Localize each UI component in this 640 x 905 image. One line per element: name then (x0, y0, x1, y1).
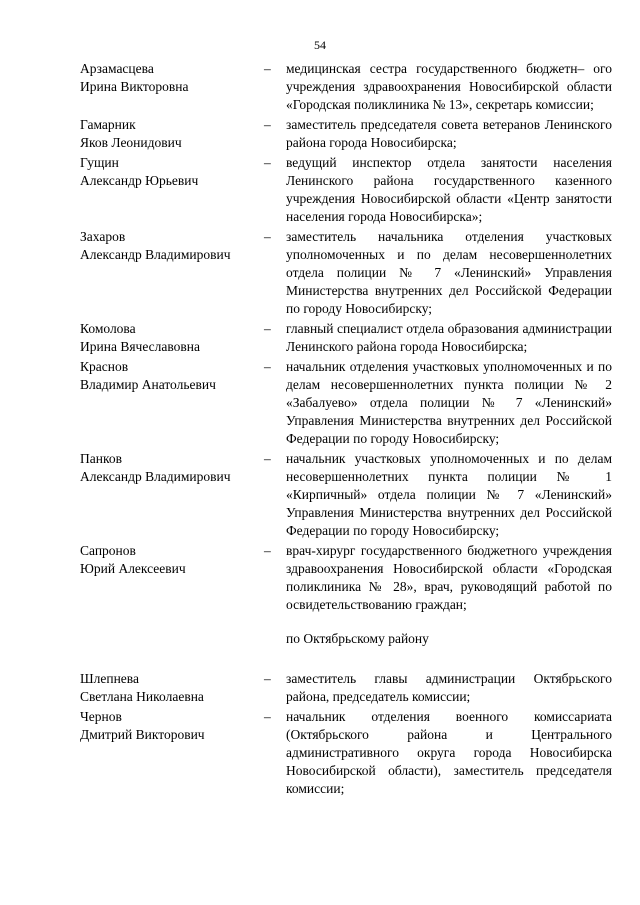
member-role: заместитель председателя совета ветеранов Ленинского района города Новосибирска; (286, 117, 612, 150)
entry-dash: – (264, 321, 271, 336)
member-name (80, 708, 264, 798)
member-surname: Арзамасцева (80, 61, 154, 76)
member-name (80, 116, 264, 152)
member-role: заместитель главы администрации Октябрьского района, председатель комиссии; (286, 671, 612, 704)
member-given-names: Ирина Вячеславовна (80, 339, 200, 354)
member-given-names: Юрий Алексеевич (80, 561, 186, 576)
member-role: ведущий инспектор отдела занятости населения Ленинского района государственного казенного учреждения Новосибирской области «Центр занятости населения города Новосибирска»; (286, 155, 612, 224)
entry-dash: – (264, 671, 271, 686)
member-given-names: Дмитрий Викторович (80, 727, 205, 742)
page-number: 54 (314, 38, 326, 52)
entry-dash: – (264, 155, 271, 170)
member-name (80, 60, 264, 114)
section-heading-text: по Октябрьскому району (286, 631, 429, 646)
member-name (80, 228, 264, 318)
entry-dash: – (264, 61, 271, 76)
member-entry (80, 320, 612, 356)
member-entry (80, 228, 612, 318)
entries-oktyabrsky (80, 670, 612, 798)
member-given-names: Александр Юрьевич (80, 173, 199, 188)
member-given-names: Светлана Николаевна (80, 689, 204, 704)
member-surname: Чернов (80, 709, 122, 724)
member-role: начальник участковых уполномоченных и по делам несовершеннолетних пункта полиции № 1 «Кирпичный» отдела полиции № 7 «Ленинский» Управления Министерства внутренних дел Российской Федерации по городу Новосибирску; (286, 451, 612, 538)
member-given-names: Владимир Анатольевич (80, 377, 216, 392)
entries-leninsky (80, 60, 612, 614)
member-surname: Захаров (80, 229, 126, 244)
member-name (80, 670, 264, 706)
member-given-names: Яков Леонидович (80, 135, 182, 150)
member-role: начальник отделения участковых уполномоченных и по делам несовершеннолетних пункта полиции № 2 «Забалуево» отдела полиции № 7 «Ленинский» Управления Министерства внутренних дел Российской Федерации по городу Новосибирску; (286, 359, 612, 446)
entry-dash: – (264, 359, 271, 374)
member-name (80, 542, 264, 614)
commission-list (80, 60, 612, 800)
entry-dash: – (264, 543, 271, 558)
member-entry (80, 670, 612, 706)
member-role: главный специалист отдела образования администрации Ленинского района города Новосибирска; (286, 321, 612, 354)
member-surname: Краснов (80, 359, 129, 374)
member-entry (80, 450, 612, 540)
member-given-names: Александр Владимирович (80, 469, 231, 484)
member-entry (80, 358, 612, 448)
member-entry (80, 708, 612, 798)
entry-dash: – (264, 229, 271, 244)
member-role: врач-хирург государственного бюджетного учреждения здравоохранения Новосибирской области «Городская поликлиника № 28», врач, руководящий работой по освидетельствованию граждан; (286, 543, 612, 612)
member-entry (80, 542, 612, 614)
member-surname: Комолова (80, 321, 136, 336)
member-surname: Шлепнева (80, 671, 139, 686)
member-surname: Панков (80, 451, 122, 466)
entry-dash: – (264, 451, 271, 466)
member-entry (80, 116, 612, 152)
member-name (80, 154, 264, 226)
member-name (80, 358, 264, 448)
member-name (80, 450, 264, 540)
member-surname: Гущин (80, 155, 119, 170)
member-name (80, 320, 264, 356)
member-surname: Гамарник (80, 117, 136, 132)
entry-dash: – (264, 709, 271, 724)
member-role: начальник отделения военного комиссариата (Октябрьского района и Центрального административного округа города Новосибирска Новосибирской области), заместитель председателя комиссии; (286, 709, 612, 796)
member-given-names: Ирина Викторовна (80, 79, 189, 94)
member-entry (80, 60, 612, 114)
member-surname: Сапронов (80, 543, 136, 558)
member-entry (80, 154, 612, 226)
member-given-names: Александр Владимирович (80, 247, 231, 262)
member-role: заместитель начальника отделения участковых уполномоченных и по делам несовершеннолетних отдела полиции № 7 «Ленинский» Управления Министерства внутренних дел Российской Федерации по городу Новосибирску; (286, 229, 612, 316)
member-role: медицинская сестра государственного бюджетн– ого учреждения здравоохранения Новосибирской области «Городская поликлиника № 13», секретарь комиссии; (286, 61, 612, 112)
entry-dash: – (264, 117, 271, 132)
section-heading (80, 630, 612, 648)
